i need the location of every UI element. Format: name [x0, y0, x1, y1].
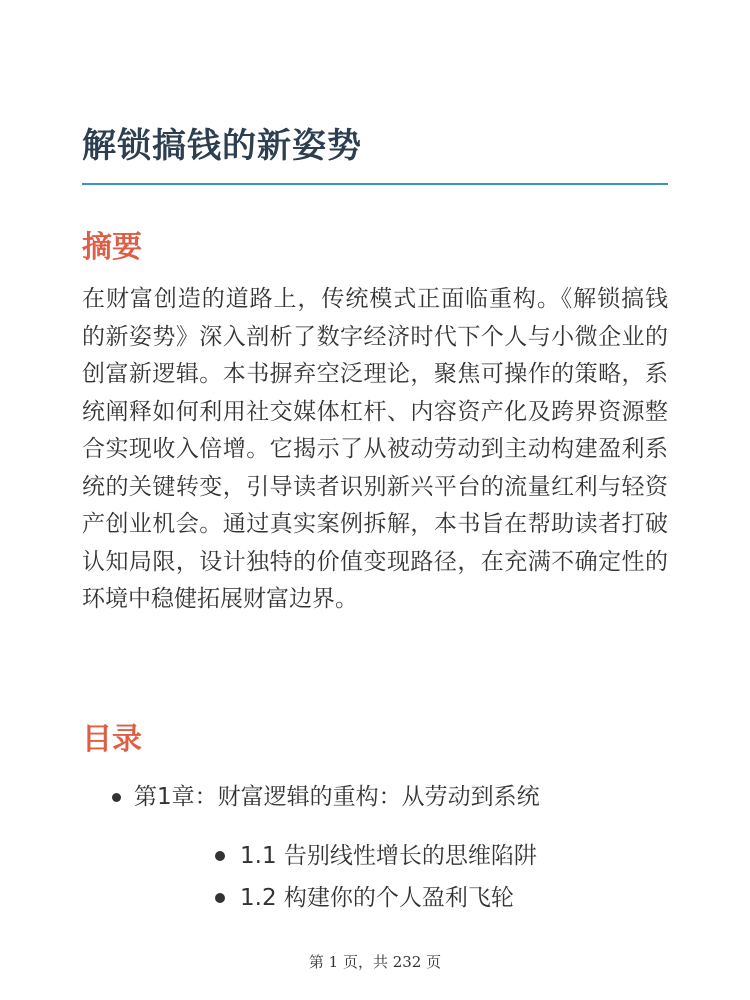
- toc-chapter-label: 第1章：财富逻辑的重构：从劳动到系统: [134, 784, 540, 810]
- filled-bullet-icon: [112, 793, 121, 802]
- toc-heading: 目录: [82, 722, 142, 757]
- toc-section-1-2[interactable]: [134, 877, 668, 919]
- abstract-heading: 摘要: [82, 230, 142, 265]
- toc-chapter-1-sections: [134, 835, 668, 919]
- toc-section-label: 1.1 告别线性增长的思维陷阱: [240, 843, 537, 869]
- abstract-text: 在财富创造的道路上，传统模式正面临重构。《解锁搞钱的新姿势》深入剖析了数字经济时代下个人与小微企业的创富新逻辑。本书摒弃空泛理论，聚焦可操作的策略，系统阐释如何利用社交媒体杠杆、内容资产化及跨界资源整合实现收入倍增。它揭示了从被动劳动到主动构建盈利系统的关键转变，引导读者识别新兴平台的流量红利与轻资产创业机会。通过真实案例拆解，本书旨在帮助读者打破认知局限，设计独特的价值变现路径，在充满不确定性的环境中稳健拓展财富边界。: [82, 286, 668, 612]
- table-of-contents: [82, 777, 668, 919]
- title-divider: [82, 183, 668, 185]
- book-title: 解锁搞钱的新姿势: [82, 126, 362, 166]
- document-page: [82, 0, 668, 1000]
- toc-chapter-1[interactable]: [82, 777, 668, 919]
- hollow-bullet-icon: [215, 851, 225, 861]
- toc-section-1-1[interactable]: [134, 835, 668, 877]
- toc-section-label: 1.2 构建你的个人盈利飞轮: [240, 885, 514, 911]
- page-number-footer: 第 1 页，共 232 页: [308, 953, 442, 971]
- hollow-bullet-icon: [215, 893, 225, 903]
